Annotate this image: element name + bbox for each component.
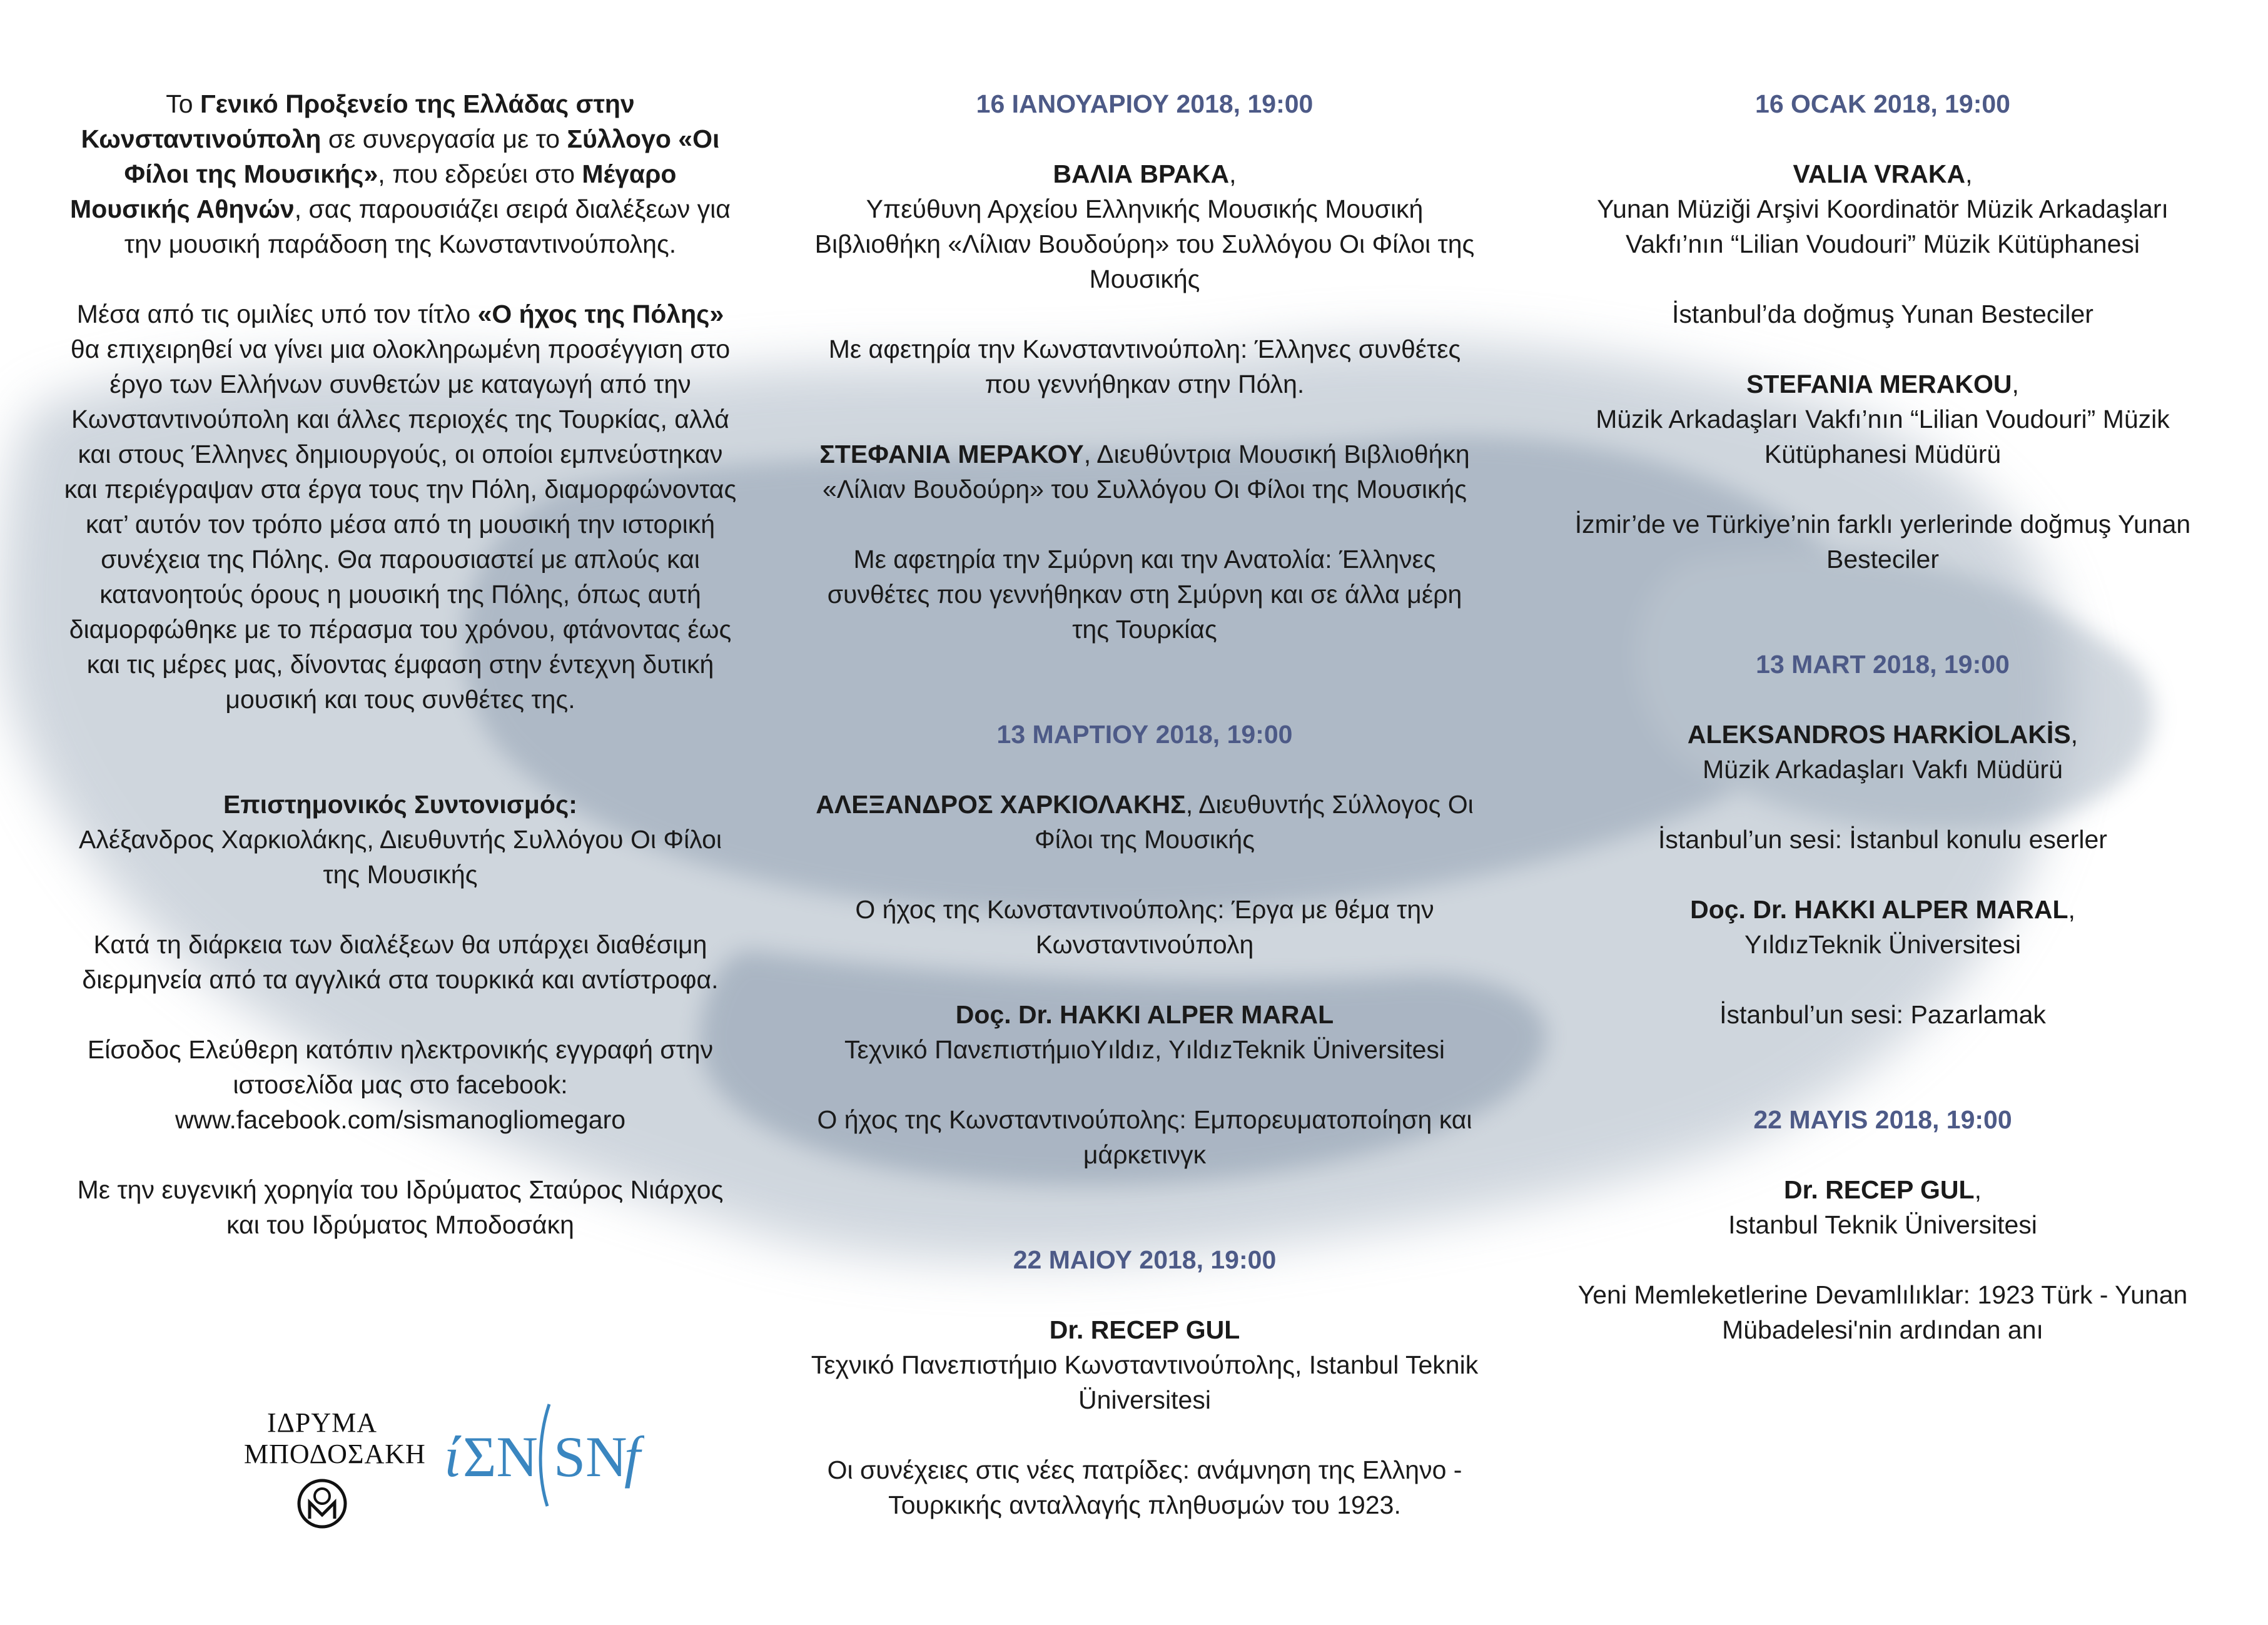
speaker-role: Müzik Arkadaşları Vakfı Müdürü [1703, 755, 2063, 784]
bodossaki-monogram-icon [296, 1477, 348, 1530]
lecture-topic: Ο ήχος της Κωνσταντινούπολης: Εμπορευματοποίηση και μάρκετινγκ [817, 1105, 1472, 1169]
intro-text-4: , σας παρουσιάζει σειρά διαλέξεων για την μουσική παράδοση της Κωνσταντινούπολης. [124, 195, 731, 258]
bodossaki-logo [244, 1407, 426, 1537]
date-heading: 16 ΙΑΝΟΥΑΡΙΟΥ 2018, 19:00 [976, 89, 1314, 118]
speaker-name-tail: , [2070, 720, 2078, 749]
speaker-role: Müzik Arkadaşları Vakfı’nın “Lilian Voudouri” Müzik Kütüphanesi Müdürü [1596, 405, 2170, 468]
speaker-role: Yunan Müziği Arşivi Koordinatör Müzik Arkadaşları Vakfı’nın “Lilian Voudouri” Müzik Kütüphanesi [1597, 195, 2169, 258]
date-heading: 22 ΜΑΙΟΥ 2018, 19:00 [1013, 1245, 1277, 1274]
megaron-name: Μέγαρο Μουσικής Αθηνών [70, 159, 677, 223]
speaker-name: Doç. Dr. HAKKI ALPER MARAL [1690, 895, 2068, 924]
bodossaki-logo-line1: ΙΔΡΥΜΑ [266, 1407, 378, 1438]
speaker-name: ΣΤΕΦΑΝΙΑ ΜΕΡΑΚΟΥ [819, 440, 1084, 468]
consulate-name: Γενικό Προξενείο της Ελλάδας στην Κωνσταντινούπολη [81, 89, 635, 153]
speaker-name-tail: , [1229, 159, 1237, 188]
speaker-name-tail: , [1974, 1175, 1982, 1204]
svg-text:SN: SN [554, 1425, 627, 1489]
intro-text-2: σε συνεργασία με το [321, 124, 567, 153]
sponsor-note: Με την ευγενική χορηγία του Ιδρύματος Σταύρος Νιάρχος και του Ιδρύματος Μποδοσάκη [77, 1175, 724, 1239]
date-heading: 13 MART 2018, 19:00 [1756, 650, 2010, 679]
intro-text-1: Το [166, 89, 200, 118]
speaker-name: STEFANIA MERAKOU [1746, 370, 2012, 398]
series-text-1: Μέσα από τις ομιλίες υπό τον τίτλο [76, 300, 478, 328]
lecture-topic: Ο ήχος της Κωνσταντινούπολης: Έργα με θέμα την Κωνσταντινούπολη [855, 895, 1434, 959]
date-heading: 22 MAYIS 2018, 19:00 [1753, 1105, 2012, 1134]
association-name: Σύλλογο «Οι Φίλοι της Μουσικής» [124, 124, 720, 188]
intro-column [63, 86, 738, 1242]
speaker-name-tail: , [2012, 370, 2019, 398]
speaker-role: Τεχνικό Πανεπιστήμιο Κωνσταντινούπολης, Istanbul Teknik Üniversitesi [811, 1350, 1479, 1414]
turkish-program-column [1545, 86, 2220, 1347]
lecture-topic: Οι συνέχειες στις νέες πατρίδες: ανάμνηση της Ελληνο - Τουρκικής ανταλλαγής πληθυσμών του 1923. [827, 1455, 1462, 1519]
date-heading: 16 OCAK 2018, 19:00 [1755, 89, 2010, 118]
lecture-topic: İzmir’de ve Türkiye’nin farklı yerlerinde doğmuş Yunan Besteciler [1574, 510, 2191, 574]
lecture-topic: İstanbul’un sesi: Pazarlamak [1719, 1000, 2046, 1029]
snf-logo [444, 1401, 644, 1507]
speaker-role: Υπεύθυνη Αρχείου Ελληνικής Μουσικής Μουσική Βιβλιοθήκη «Λίλιαν Βουδούρη» του Συλλόγου Οι Φίλοι της Μουσικής [814, 195, 1475, 293]
lecture-topic: Yeni Memleketlerine Devamlılıklar: 1923 Türk - Yunan Mübadelesi'nin ardından anı [1577, 1280, 2188, 1344]
intro-text-3: , που εδρεύει στο [378, 159, 582, 188]
date-heading: 13 ΜΑΡΤΙΟΥ 2018, 19:00 [996, 720, 1293, 749]
svg-text:f: f [624, 1425, 640, 1489]
speaker-name-tail: , [1965, 159, 1973, 188]
speaker-name: ALEKSANDROS HARKİOLAKİS [1687, 720, 2071, 749]
speaker-name: Dr. RECEP GUL [1784, 1175, 1975, 1204]
speaker-name: ΒΑΛΙΑ ΒΡΑΚΑ [1053, 159, 1230, 188]
greek-program-column [807, 86, 1482, 1522]
lecture-topic: Με αφετηρία την Σμύρνη και την Ανατολία: Έλληνες συνθέτες που γεννήθηκαν στη Σμύρνη και σε άλλα μέρη της Τουρκίας [827, 545, 1462, 644]
speaker-role: YıldızTeknik Üniversitesi [1744, 930, 2022, 959]
svg-text:ΣΝ: ΣΝ [463, 1425, 538, 1489]
series-title: «Ο ήχος της Πόλης» [477, 300, 724, 328]
series-paragraph [63, 296, 738, 717]
facebook-link[interactable]: www.facebook.com/sismanogliomegaro [175, 1105, 626, 1134]
speaker-name: ΑΛΕΞΑΝΔΡΟΣ ΧΑΡΚΙΟΛΑΚΗΣ [816, 790, 1186, 819]
speaker-role: Τεχνικό ΠανεπιστήμιοΥıldız, YıldızTeknik Üniversitesi [844, 1035, 1445, 1064]
svg-text:ί: ί [444, 1425, 460, 1489]
coordination-text: Αλέξανδρος Χαρκιολάκης, Διευθυντής Συλλόγου Οι Φίλοι της Μουσικής [79, 825, 722, 889]
series-text-2: θα επιχειρηθεί να γίνει μια ολοκληρωμένη προσέγγιση στο έργο των Ελλήνων συνθετών με καταγωγή από την Κωνσταντινούπολη και άλλες περιοχές της Τουρκίας, αλλά και στους Έλληνες δημιουργούς, οι οποίοι εμπνεύστηκαν και περιέγραψαν στα έργα τους την Πόλη, διαμορφώνοντας κατ’ αυτόν τον τρόπο μέσα από τη μουσική την ιστορική συνέχεια της Πόλης. Θα παρουσιαστεί με απλούς και κατανοητούς όρους η μουσική της Πόλης, όπως αυτή διαμορφώθηκε με το πέρασμα του χρόνου, φτάνοντας έως και τις μέρες μας, δίνοντας έμφαση στην έντεχνη δυτική μουσική και τους συνθέτες της. [64, 335, 737, 714]
sponsor-logos [244, 1407, 682, 1564]
lecture-topic: Με αφετηρία την Κωνσταντινούπολη: Έλληνες συνθέτες που γεννήθηκαν στην Πόλη. [828, 335, 1461, 398]
speaker-role: , Διευθυντής Σύλλογος Οι Φίλοι της Μουσικής [1034, 790, 1474, 854]
speaker-role: , Διευθύντρια Μουσική Βιβλιοθήκη «Λίλιαν Βουδούρη» του Συλλόγου Οι Φίλοι της Μουσικής [822, 440, 1470, 504]
lecture-topic: İstanbul’un sesi: İstanbul konulu eserler [1658, 825, 2107, 854]
interpretation-note: Κατά τη διάρκεια των διαλέξεων θα υπάρχει διαθέσιμη διερμηνεία από τα αγγλικά στα τουρκικά και αντίστροφα. [82, 930, 719, 994]
bodossaki-logo-line2: ΜΠΟΔΟΣΑΚΗ [244, 1439, 426, 1469]
entry-note: Είσοδος Ελεύθερη κατόπιν ηλεκτρονικής εγγραφή στην ιστοσελίδα μας στο facebook: [87, 1035, 714, 1099]
lecture-topic: İstanbul’da doğmuş Yunan Besteciler [1672, 300, 2093, 328]
intro-paragraph [63, 86, 738, 261]
speaker-name: Dr. RECEP GUL [1049, 1315, 1240, 1344]
coordination-heading: Επιστημονικός Συντονισμός: [223, 790, 577, 819]
speaker-name: Doç. Dr. HAKKI ALPER MARAL [955, 1000, 1334, 1029]
speaker-name: VALIA VRAKA [1793, 159, 1966, 188]
speaker-role: Istanbul Teknik Üniversitesi [1728, 1210, 2037, 1239]
speaker-name-tail: , [2068, 895, 2075, 924]
